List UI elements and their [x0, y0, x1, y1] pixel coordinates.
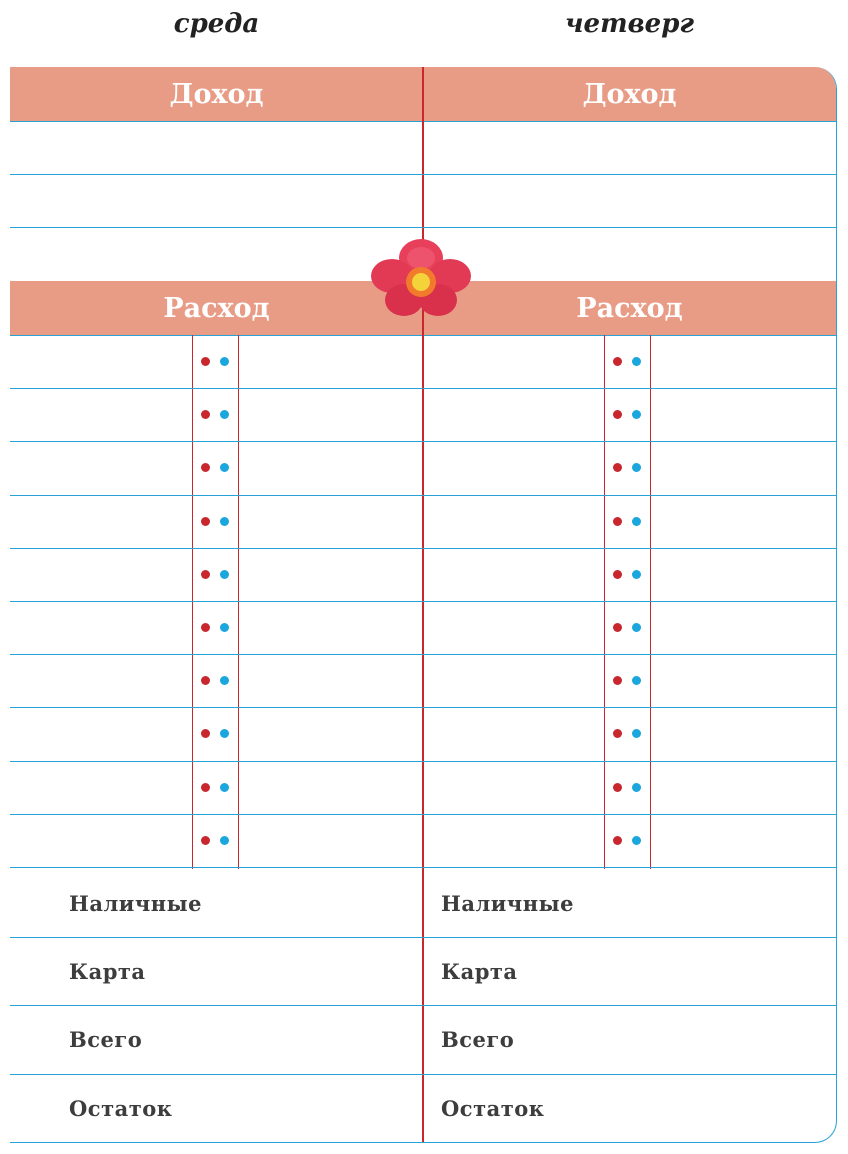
card-dot[interactable]	[632, 623, 641, 632]
payment-method-dots	[604, 388, 650, 441]
expense-heading-left: Расход	[163, 293, 270, 324]
income-heading-right: Доход	[582, 79, 677, 110]
expense-heading-right: Расход	[576, 293, 683, 324]
card-dot[interactable]	[220, 729, 229, 738]
expense-rule-line	[10, 388, 837, 389]
expense-rule-line	[10, 654, 837, 655]
card-dot[interactable]	[632, 783, 641, 792]
payment-method-dots	[192, 654, 238, 707]
cash-dot[interactable]	[613, 676, 622, 685]
card-dot[interactable]	[220, 570, 229, 579]
card-dot[interactable]	[220, 463, 229, 472]
summary-rule-line	[10, 1074, 837, 1075]
payment-method-dots	[192, 761, 238, 814]
payment-method-dots	[604, 441, 650, 494]
cash-dot[interactable]	[613, 783, 622, 792]
expense-rule-line	[10, 441, 837, 442]
summary-cash-left: Наличные	[69, 891, 202, 916]
card-dot[interactable]	[632, 517, 641, 526]
card-dot[interactable]	[220, 517, 229, 526]
cash-dot[interactable]	[613, 836, 622, 845]
summary-balance-right: Остаток	[441, 1096, 545, 1121]
cash-dot[interactable]	[201, 783, 210, 792]
payment-method-dots	[192, 388, 238, 441]
payment-method-dots	[192, 548, 238, 601]
amount-divider-right-b	[650, 335, 651, 869]
summary-total-right: Всего	[441, 1027, 515, 1052]
cash-dot[interactable]	[201, 729, 210, 738]
cash-dot[interactable]	[201, 623, 210, 632]
card-dot[interactable]	[632, 836, 641, 845]
summary-total-left: Всего	[69, 1027, 143, 1052]
card-dot[interactable]	[220, 836, 229, 845]
card-dot[interactable]	[220, 783, 229, 792]
payment-method-dots	[192, 441, 238, 494]
payment-method-dots	[604, 654, 650, 707]
cash-dot[interactable]	[201, 570, 210, 579]
income-rule-line	[10, 227, 837, 228]
flower-center-inner	[412, 273, 430, 291]
day-title-wednesday: среда	[173, 9, 260, 39]
card-dot[interactable]	[220, 410, 229, 419]
budget-sheet	[10, 67, 837, 1143]
expense-rule-line	[10, 707, 837, 708]
card-dot[interactable]	[632, 570, 641, 579]
summary-card-left: Карта	[69, 959, 146, 984]
summary-rule-line	[10, 937, 837, 938]
card-dot[interactable]	[632, 463, 641, 472]
expense-rule-line	[10, 814, 837, 815]
cash-dot[interactable]	[201, 463, 210, 472]
card-dot[interactable]	[632, 357, 641, 366]
expense-rule-line	[10, 601, 837, 602]
payment-method-dots	[604, 814, 650, 867]
cash-dot[interactable]	[201, 517, 210, 526]
card-dot[interactable]	[220, 623, 229, 632]
cash-dot[interactable]	[201, 676, 210, 685]
summary-cash-right: Наличные	[441, 891, 574, 916]
payment-method-dots	[604, 548, 650, 601]
amount-divider-left-b	[238, 335, 239, 869]
payment-method-dots	[192, 814, 238, 867]
payment-method-dots	[604, 761, 650, 814]
center-divider	[422, 67, 424, 1143]
payment-method-dots	[604, 601, 650, 654]
summary-card-right: Карта	[441, 959, 518, 984]
summary-balance-left: Остаток	[69, 1096, 173, 1121]
payment-method-dots	[192, 707, 238, 760]
card-dot[interactable]	[220, 676, 229, 685]
cash-dot[interactable]	[613, 463, 622, 472]
cash-dot[interactable]	[201, 357, 210, 366]
cash-dot[interactable]	[613, 570, 622, 579]
cash-dot[interactable]	[613, 729, 622, 738]
payment-method-dots	[604, 335, 650, 388]
payment-method-dots	[192, 495, 238, 548]
cash-dot[interactable]	[201, 410, 210, 419]
cash-dot[interactable]	[613, 623, 622, 632]
payment-method-dots	[604, 707, 650, 760]
expense-rule-line	[10, 761, 837, 762]
expense-rule-line	[10, 867, 837, 868]
cash-dot[interactable]	[613, 517, 622, 526]
flower-icon	[368, 236, 474, 322]
cash-dot[interactable]	[613, 357, 622, 366]
expense-rule-line	[10, 495, 837, 496]
expense-rule-line	[10, 548, 837, 549]
payment-method-dots	[604, 495, 650, 548]
payment-method-dots	[192, 335, 238, 388]
card-dot[interactable]	[632, 729, 641, 738]
card-dot[interactable]	[220, 357, 229, 366]
payment-method-dots	[192, 601, 238, 654]
card-dot[interactable]	[632, 676, 641, 685]
income-rule-line	[10, 174, 837, 175]
day-title-thursday: четверг	[564, 9, 695, 39]
summary-rule-line	[10, 1005, 837, 1006]
cash-dot[interactable]	[613, 410, 622, 419]
cash-dot[interactable]	[201, 836, 210, 845]
income-heading-left: Доход	[169, 79, 264, 110]
card-dot[interactable]	[632, 410, 641, 419]
